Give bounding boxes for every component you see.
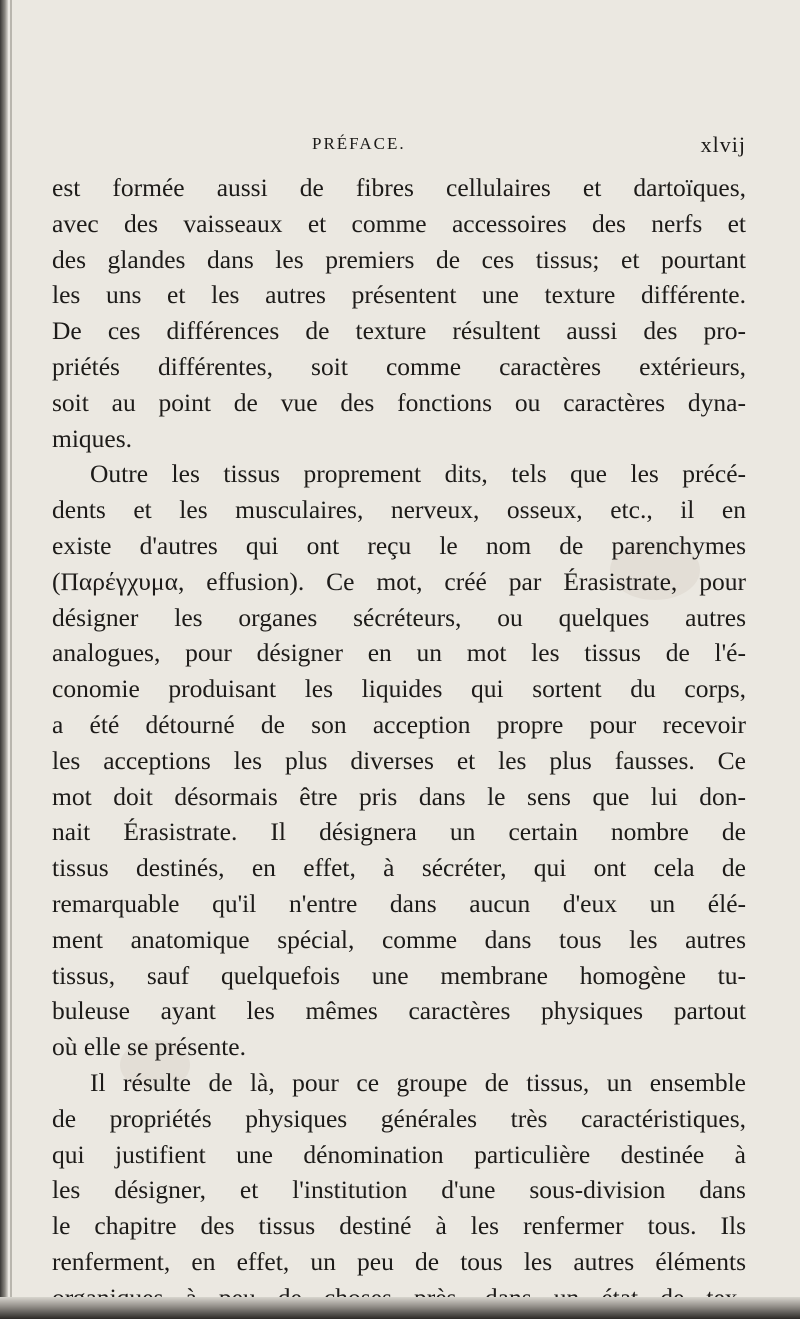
text-line: ment anatomique spécial, comme dans tous les autres: [52, 924, 746, 954]
running-head: [50, 132, 750, 160]
text-line: qui justifient une dénomination particulière destinée à: [52, 1139, 746, 1169]
text-line: (Παρέγχυμα, effusion). Ce mot, créé par Érasistrate, pour: [52, 566, 746, 596]
page-binding-line: [10, 0, 12, 1319]
text-line: Il résulte de là, pour ce groupe de tissus, un ensemble: [90, 1067, 746, 1097]
text-line: soit au point de vue des fonctions ou caractères dyna-: [52, 387, 746, 417]
text-line: est formée aussi de fibres cellulaires et dartoïques,: [52, 173, 746, 202]
text-line: remarquable qu'il n'entre dans aucun d'eux un élé-: [52, 888, 746, 918]
text-line: renferment, en effet, un peu de tous les autres éléments: [52, 1246, 746, 1276]
text-line: des glandes dans les premiers de ces tissus; et pourtant: [52, 244, 746, 274]
text-line: existe d'autres qui ont reçu le nom de parenchymes: [52, 530, 746, 560]
text-line: priétés différentes, soit comme caractères extérieurs,: [52, 351, 746, 381]
body-text: [52, 170, 746, 1316]
text-line: De ces différences de texture résultent aussi des pro-: [52, 316, 746, 346]
text-line: tissus, sauf quelquefois une membrane homogène tu-: [52, 960, 746, 990]
text-line: avec des vaisseaux et comme accessoires des nerfs et: [52, 208, 746, 238]
text-line: miques.: [52, 423, 133, 453]
page-number: xlvij: [700, 132, 746, 157]
text-line: conomie produisant les liquides qui sortent du corps,: [52, 674, 746, 704]
text-line: de propriétés physiques générales très caractéristiques,: [52, 1103, 746, 1133]
text-line: buleuse ayant les mêmes caractères physiques partout: [52, 996, 746, 1026]
text-line: nait Érasistrate. Il désignera un certain nombre de: [52, 817, 746, 847]
text-line: désigner les organes sécréteurs, ou quelques autres: [52, 602, 746, 632]
text-line: les uns et les autres présentent une texture différente.: [52, 280, 746, 310]
page-bottom-shadow: [0, 1297, 800, 1319]
text-line: a été détourné de son acception propre pour recevoir: [52, 709, 746, 739]
text-line: les acceptions les plus diverses et les plus fausses. Ce: [52, 745, 746, 775]
text-line: Outre les tissus proprement dits, tels que les précé-: [90, 459, 746, 489]
text-line: analogues, pour désigner en un mot les tissus de l'é-: [52, 638, 746, 668]
running-head-title: PRÉFACE.: [312, 134, 406, 153]
text-line: le chapitre des tissus destiné à les renfermer tous. Ils: [52, 1211, 746, 1241]
text-line: les désigner, et l'institution d'une sous-division dans: [52, 1175, 746, 1205]
text-line: mot doit désormais être pris dans le sens que lui don-: [52, 781, 746, 811]
text-line: où elle se présente.: [52, 1032, 247, 1062]
page-binding-shadow: [0, 0, 8, 1319]
text-line: tissus destinés, en effet, à sécréter, qui ont cela de: [52, 853, 746, 883]
text-line: dents et les musculaires, nerveux, osseux, etc., il en: [52, 495, 746, 525]
